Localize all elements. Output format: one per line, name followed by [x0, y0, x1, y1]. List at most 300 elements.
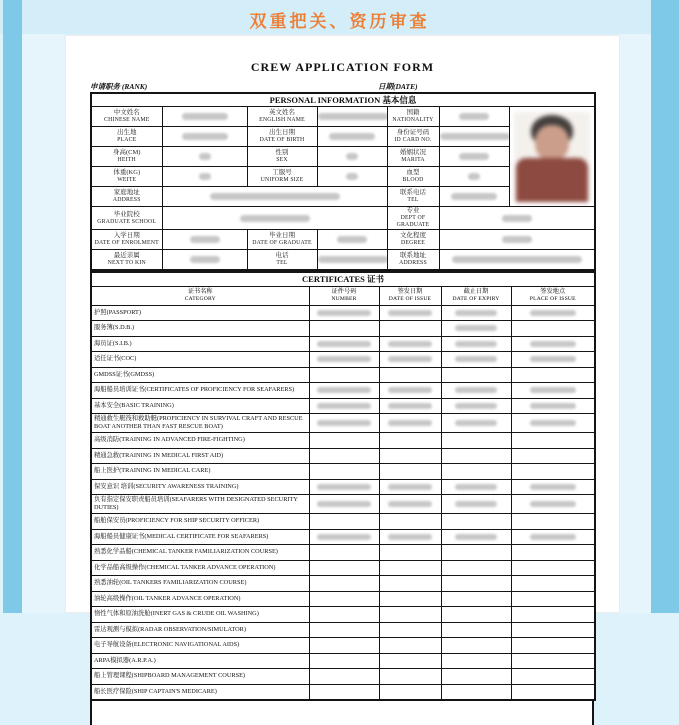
certificate-name: 熟悉油轮(OIL TANKERS FAMILIARIZATION COURSE) — [91, 576, 309, 592]
label-en: PLACE — [117, 137, 137, 143]
field-value-redacted — [317, 107, 387, 127]
label-zh: 证件号码 — [331, 288, 357, 295]
certificate-value-cell — [441, 560, 511, 576]
certificate-value-cell — [379, 352, 441, 368]
certificates-body — [91, 272, 595, 700]
certificate-name: 适任证书(COC) — [91, 352, 309, 368]
label-en: DEPT OF GRADUATE — [396, 215, 430, 228]
certificate-value-cell — [309, 669, 379, 685]
redacted-value-blob — [318, 256, 388, 263]
label-en: TEL — [407, 197, 419, 203]
certificate-value-cell — [511, 479, 595, 495]
certificate-value-cell — [309, 607, 379, 623]
field-value-redacted — [317, 230, 387, 250]
field-value-redacted — [162, 107, 247, 127]
label-en: ENGLISH NAME — [259, 117, 305, 123]
certificate-row — [91, 591, 595, 607]
certificate-value-cell — [309, 684, 379, 700]
certificate-value-cell — [511, 383, 595, 399]
certificate-value-cell — [309, 591, 379, 607]
personal-row — [91, 230, 595, 250]
certificate-value-cell — [379, 545, 441, 561]
certificate-value-cell — [441, 352, 511, 368]
certificate-row — [91, 336, 595, 352]
certificate-row — [91, 398, 595, 414]
certificate-value-cell — [309, 653, 379, 669]
certificate-value-cell — [441, 622, 511, 638]
field-label — [387, 250, 439, 271]
field-value-redacted — [317, 127, 387, 147]
certificate-value-cell — [441, 398, 511, 414]
certificate-row — [91, 560, 595, 576]
label-zh: 最近亲属 — [113, 252, 140, 259]
certificate-row — [91, 514, 595, 530]
redacted-value-blob — [190, 236, 220, 243]
certificate-name: 电子导航设备(ELECTRONIC NAVIGATIONAL AIDS) — [91, 638, 309, 654]
field-label — [91, 230, 162, 250]
certificate-row — [91, 414, 595, 433]
certificate-value-cell — [441, 514, 511, 530]
field-label — [387, 107, 439, 127]
redacted-value-blob — [240, 215, 310, 222]
redacted-value-blob — [317, 534, 371, 540]
label-zh: 联系地址 — [400, 252, 426, 259]
label-en: UNIFORM SIZE — [260, 177, 304, 183]
label-zh: 截止日期 — [463, 288, 489, 295]
certificate-row — [91, 448, 595, 464]
banner-title: 双重把关、资历审查 — [249, 12, 430, 31]
certificate-value-cell — [379, 448, 441, 464]
certificate-name: 护照(PASSPORT) — [91, 305, 309, 321]
certificate-value-cell — [441, 321, 511, 337]
certificate-name: ARPA模拟器(A.R.P.A.) — [91, 653, 309, 669]
redacted-value-blob — [317, 341, 371, 347]
certificate-name: 船上管理课程(SHIPBOARD MANAGEMENT COURSE) — [91, 669, 309, 685]
field-value-redacted — [162, 187, 387, 207]
redacted-value-blob — [346, 173, 358, 180]
field-value-redacted — [162, 207, 387, 230]
redacted-value-blob — [388, 341, 432, 347]
field-value-redacted — [439, 127, 509, 147]
certificate-value-cell — [309, 622, 379, 638]
date-label: 日期(DATE) — [378, 82, 418, 91]
label-zh: 联系电话 — [400, 189, 426, 196]
redacted-value-blob — [182, 113, 228, 120]
field-label — [91, 187, 162, 207]
certificates-column-header — [309, 286, 379, 305]
certificate-row — [91, 321, 595, 337]
certificate-row — [91, 576, 595, 592]
certificate-value-cell — [441, 684, 511, 700]
certificates-section-title: CERTIFICATES 证书 — [91, 272, 595, 286]
label-zh: 工服号 — [272, 169, 292, 176]
field-value-redacted — [439, 107, 509, 127]
field-label — [387, 230, 439, 250]
redacted-value-blob — [455, 501, 497, 507]
certificate-name: 惰性气体和原油洗舱(INERT GAS & CRUDE OIL WASHING) — [91, 607, 309, 623]
redacted-value-blob — [530, 534, 576, 540]
certificates-column-header — [91, 286, 309, 305]
field-label — [91, 167, 162, 187]
certificate-value-cell — [511, 321, 595, 337]
certificate-value-cell — [379, 305, 441, 321]
label-en: DATE OF BIRTH — [259, 137, 305, 143]
personal-info-table — [90, 92, 596, 271]
certificate-name: 基本安全(BASIC TRAINING) — [91, 398, 309, 414]
redacted-value-blob — [530, 356, 576, 362]
redacted-value-blob — [317, 310, 371, 316]
certificate-value-cell — [379, 464, 441, 480]
certificate-value-cell — [511, 669, 595, 685]
certificate-value-cell — [309, 529, 379, 545]
certificate-value-cell — [309, 638, 379, 654]
certificate-row — [91, 433, 595, 449]
label-en: DATE OF EXPIRY — [452, 296, 500, 302]
right-border-strip — [651, 0, 679, 613]
certificate-value-cell — [379, 638, 441, 654]
certificate-value-cell — [379, 367, 441, 383]
certificate-row — [91, 479, 595, 495]
certificate-value-cell — [309, 514, 379, 530]
certificate-value-cell — [379, 336, 441, 352]
certificate-name: 船长医疗保险(SHIP CAPTAIN'S MEDICARE) — [91, 684, 309, 700]
label-en: DATE OF ENROLMENT — [94, 240, 159, 246]
certificate-value-cell — [511, 545, 595, 561]
certificate-name: 保安意识 培训(SECURITY AWARENESS TRAINING) — [91, 479, 309, 495]
certificate-value-cell — [511, 514, 595, 530]
redacted-value-blob — [502, 236, 532, 243]
personal-section-title: PERSONAL INFORMATION 基本信息 — [91, 93, 595, 107]
certificate-row — [91, 638, 595, 654]
field-label — [247, 250, 317, 271]
certificate-value-cell — [309, 479, 379, 495]
redacted-value-blob — [530, 420, 576, 426]
certificate-row — [91, 529, 595, 545]
redacted-value-blob — [452, 256, 582, 263]
label-en: NUMBER — [331, 296, 357, 302]
redacted-value-blob — [530, 310, 576, 316]
field-value-redacted — [439, 250, 595, 271]
redacted-value-blob — [182, 133, 228, 140]
certificate-name: 海船船员培训证书(CERTIFICATES OF PROFICIENCY FOR SEAFARERS) — [91, 383, 309, 399]
redacted-value-blob — [388, 387, 432, 393]
certificates-section-row — [91, 272, 595, 286]
certificate-value-cell — [379, 653, 441, 669]
redacted-value-blob — [455, 484, 497, 490]
label-en: SEX — [276, 157, 288, 163]
redacted-value-blob — [199, 153, 211, 160]
certificate-row — [91, 352, 595, 368]
certificate-name: 服务簿(S.D.B.) — [91, 321, 309, 337]
redacted-value-blob — [317, 403, 371, 409]
field-label — [91, 250, 162, 271]
redacted-value-blob — [317, 420, 371, 426]
label-en: MARITA — [401, 157, 425, 163]
label-en: ID CARD NO. — [394, 137, 432, 143]
certificate-name: 化学品船高级操作(CHEMICAL TANKER ADVANCE OPERATION) — [91, 560, 309, 576]
personal-info-body — [91, 93, 595, 270]
redacted-value-blob — [317, 356, 371, 362]
certificate-value-cell — [511, 607, 595, 623]
redacted-value-blob — [455, 387, 497, 393]
certificate-value-cell — [441, 545, 511, 561]
certificate-row — [91, 607, 595, 623]
label-zh: 毕业院校 — [113, 210, 140, 218]
field-label — [247, 107, 317, 127]
certificate-value-cell — [511, 560, 595, 576]
label-zh: 入学日期 — [113, 232, 140, 239]
certificate-value-cell — [441, 448, 511, 464]
redacted-value-blob — [388, 534, 432, 540]
label-zh: 家庭地址 — [113, 189, 140, 196]
field-label — [387, 207, 439, 230]
label-en: DATE OF ISSUE — [388, 296, 432, 302]
certificate-value-cell — [441, 464, 511, 480]
certificate-value-cell — [379, 607, 441, 623]
certificate-row — [91, 545, 595, 561]
certificate-value-cell — [309, 560, 379, 576]
certificate-value-cell — [511, 336, 595, 352]
left-border-strip — [3, 0, 22, 613]
field-label — [247, 127, 317, 147]
redacted-value-blob — [455, 356, 497, 362]
next-section-placeholder — [90, 701, 594, 725]
certificate-name: 船上医护(TRAINING IN MEDICAL CARE) — [91, 464, 309, 480]
redacted-value-blob — [199, 173, 211, 180]
redacted-value-blob — [337, 236, 367, 243]
redacted-value-blob — [502, 215, 532, 222]
rank-label: 申请职务 (RANK) — [90, 82, 148, 91]
redacted-value-blob — [455, 403, 497, 409]
field-value-redacted — [162, 167, 247, 187]
field-label — [91, 127, 162, 147]
rank-date-row — [66, 79, 619, 92]
redacted-value-blob — [388, 420, 432, 426]
certificate-value-cell — [309, 336, 379, 352]
certificate-value-cell — [511, 684, 595, 700]
field-label — [387, 127, 439, 147]
certificate-value-cell — [441, 529, 511, 545]
certificate-value-cell — [379, 479, 441, 495]
label-en: TEL — [276, 260, 288, 266]
certificate-value-cell — [511, 622, 595, 638]
label-zh: 血型 — [406, 169, 420, 176]
redacted-value-blob — [346, 153, 358, 160]
certificate-row — [91, 464, 595, 480]
certificate-value-cell — [511, 638, 595, 654]
certificate-value-cell — [441, 576, 511, 592]
personal-row — [91, 250, 595, 271]
redacted-value-blob — [459, 153, 489, 160]
certificate-value-cell — [309, 352, 379, 368]
redacted-value-blob — [210, 193, 340, 200]
certificate-value-cell — [379, 591, 441, 607]
certificate-value-cell — [309, 414, 379, 433]
redacted-value-blob — [388, 403, 432, 409]
label-zh: 电话 — [275, 252, 289, 259]
field-label — [247, 167, 317, 187]
label-en: NEXT TO KIN — [107, 260, 146, 266]
label-en: HEITH — [117, 157, 136, 163]
certificate-value-cell — [511, 653, 595, 669]
label-zh: 性别 — [275, 149, 289, 156]
certificate-name: 精通救生艇筏和救助艇(PROFICIENCY IN SURVIVAL CRAFT AND RESCUE BOAT ANOTHER THAN FAST RESCUE BOAT) — [91, 414, 309, 433]
redacted-value-blob — [530, 403, 576, 409]
redacted-value-blob — [388, 484, 432, 490]
field-label — [247, 147, 317, 167]
certificates-column-header — [379, 286, 441, 305]
field-value-redacted — [439, 147, 509, 167]
redacted-value-blob — [459, 113, 489, 120]
field-label — [91, 107, 162, 127]
certificate-name: 精通急救(TRAINING IN MEDICAL FIRST AID) — [91, 448, 309, 464]
certificate-value-cell — [379, 529, 441, 545]
form-title: CREW APPLICATION FORM — [250, 60, 435, 74]
label-en: GRADUATE SCHOOL — [97, 218, 157, 225]
certificate-row — [91, 383, 595, 399]
label-zh: 出生地 — [117, 129, 137, 136]
redacted-value-blob — [317, 501, 371, 507]
field-label — [91, 207, 162, 230]
certificate-value-cell — [379, 622, 441, 638]
personal-row — [91, 207, 595, 230]
redacted-value-blob — [530, 484, 576, 490]
applicant-photo-cell — [509, 107, 595, 207]
certificate-value-cell — [441, 433, 511, 449]
certificate-row — [91, 367, 595, 383]
certificate-row — [91, 669, 595, 685]
certificate-value-cell — [379, 414, 441, 433]
certificate-value-cell — [309, 448, 379, 464]
label-zh: 国籍 — [406, 109, 420, 116]
field-value-redacted — [439, 207, 595, 230]
field-label — [91, 147, 162, 167]
field-value-redacted — [317, 167, 387, 187]
redacted-value-blob — [455, 325, 497, 331]
certificate-value-cell — [511, 367, 595, 383]
certificate-row — [91, 622, 595, 638]
field-value-redacted — [162, 147, 247, 167]
certificate-value-cell — [309, 305, 379, 321]
certificate-value-cell — [309, 321, 379, 337]
certificate-name: 油轮高级操作(OIL TANKER ADVANCE OPERATION) — [91, 591, 309, 607]
label-en: ADDRESS — [399, 260, 427, 266]
certificate-value-cell — [379, 576, 441, 592]
redacted-value-blob — [455, 310, 497, 316]
certificate-value-cell — [511, 433, 595, 449]
redacted-value-blob — [388, 310, 432, 316]
field-value-redacted — [317, 250, 387, 271]
field-label — [387, 147, 439, 167]
certificates-column-header — [511, 286, 595, 305]
field-label — [387, 187, 439, 207]
personal-row — [91, 107, 595, 127]
certificate-row — [91, 305, 595, 321]
redacted-value-blob — [388, 356, 432, 362]
redacted-value-blob — [468, 173, 480, 180]
redacted-value-blob — [530, 341, 576, 347]
redacted-value-blob — [329, 133, 375, 140]
certificate-row — [91, 495, 595, 514]
certificate-value-cell — [511, 591, 595, 607]
certificate-value-cell — [441, 495, 511, 514]
label-en: PLACE OF ISSUE — [529, 296, 576, 302]
certificate-value-cell — [511, 495, 595, 514]
certificates-column-header — [441, 286, 511, 305]
label-zh: 证书名称 — [187, 288, 213, 295]
certificate-value-cell — [379, 669, 441, 685]
certificate-name: 船舶保安员(PROFICIENCY FOR SHIP SECURITY OFFICER) — [91, 514, 309, 530]
label-zh: 英文姓名 — [269, 109, 295, 116]
redacted-value-blob — [317, 387, 371, 393]
certificate-value-cell — [511, 576, 595, 592]
field-value-redacted — [439, 167, 509, 187]
label-en: ADDRESS — [112, 197, 141, 203]
label-zh: 身份证号码 — [396, 129, 430, 136]
certificate-value-cell — [309, 433, 379, 449]
label-zh: 婚姻状况 — [400, 149, 426, 156]
label-zh: 专业 — [406, 207, 420, 214]
certificate-name: 熟悉化学品船(CHEMICAL TANKER FAMILIARIZATION COURSE) — [91, 545, 309, 561]
photo-shirt — [516, 158, 588, 202]
certificate-name: 高级消防(TRAINING IN ADVANCED FIRE-FIGHTING) — [91, 433, 309, 449]
field-value-redacted — [317, 147, 387, 167]
certificate-value-cell — [511, 448, 595, 464]
certificate-value-cell — [379, 398, 441, 414]
redacted-value-blob — [318, 113, 388, 120]
certificate-value-cell — [309, 545, 379, 561]
certificate-value-cell — [441, 607, 511, 623]
right-light-strip — [620, 34, 651, 613]
field-value-redacted — [162, 127, 247, 147]
label-zh: 签发日期 — [397, 288, 423, 295]
field-value-redacted — [162, 230, 247, 250]
label-zh: 体重(KG) — [113, 169, 141, 176]
label-en: BLOOD — [402, 177, 424, 183]
redacted-value-blob — [440, 133, 510, 140]
certificate-value-cell — [441, 669, 511, 685]
redacted-value-blob — [317, 484, 371, 490]
certificate-row — [91, 684, 595, 700]
certificate-name: 海员证(S.I.B.) — [91, 336, 309, 352]
certificate-value-cell — [309, 367, 379, 383]
certificate-value-cell — [441, 336, 511, 352]
label-en: DATE OF GRADUATE — [252, 240, 312, 246]
redacted-value-blob — [530, 501, 576, 507]
certificate-value-cell — [441, 591, 511, 607]
label-zh: 身高(CM) — [113, 149, 141, 156]
certificate-value-cell — [379, 560, 441, 576]
certificate-name: 海船船员健康证书(MEDICAL CERTIFICATE FOR SEAFARERS) — [91, 529, 309, 545]
certificate-value-cell — [511, 352, 595, 368]
label-en: DEGREE — [400, 240, 426, 246]
label-en: CATEGORY — [184, 296, 216, 302]
redacted-value-blob — [455, 534, 497, 540]
certificate-value-cell — [309, 464, 379, 480]
certificate-value-cell — [441, 638, 511, 654]
crew-application-form-document — [65, 35, 620, 695]
label-zh: 文化程度 — [400, 232, 426, 239]
label-zh: 毕业日期 — [269, 232, 295, 239]
certificate-name: GMDSS证书(GMDSS) — [91, 367, 309, 383]
certificate-value-cell — [379, 514, 441, 530]
field-label — [387, 167, 439, 187]
field-label — [247, 230, 317, 250]
label-zh: 签发地点 — [540, 288, 566, 295]
personal-section-row — [91, 93, 595, 107]
certificates-header-row — [91, 286, 595, 305]
certificate-value-cell — [441, 383, 511, 399]
